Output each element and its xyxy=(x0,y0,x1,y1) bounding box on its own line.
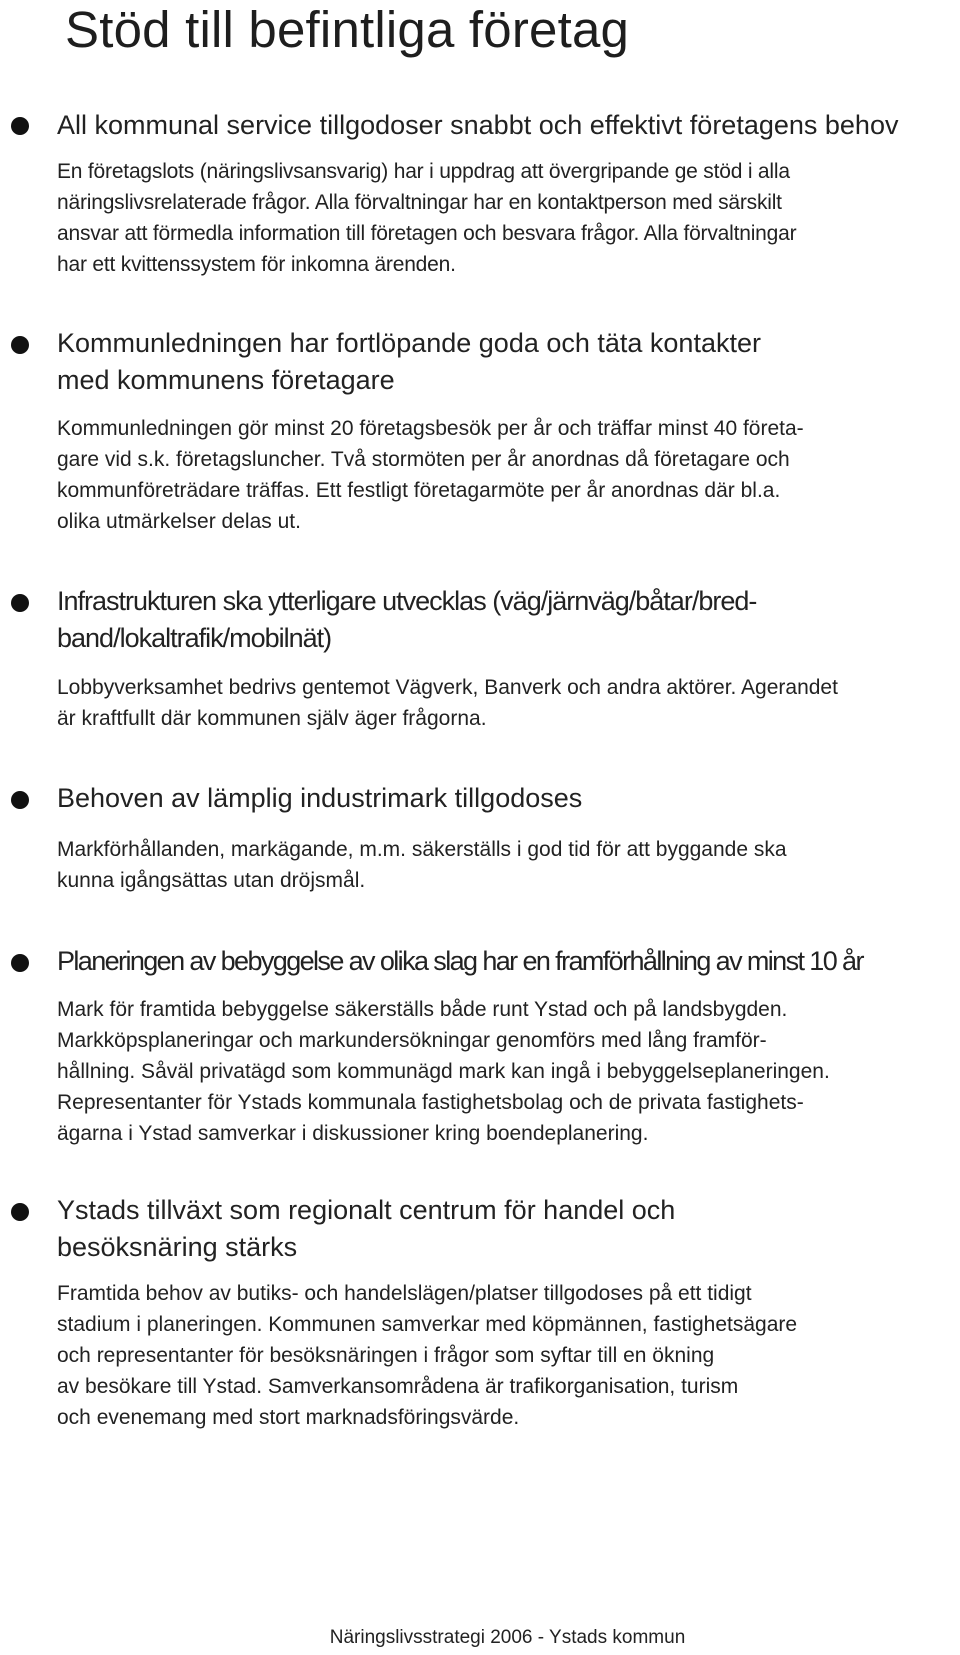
body-line: gare vid s.k. företagsluncher. Två stormöten per år anordnas då företagare och xyxy=(57,448,790,471)
body-line: hållning. Såväl privatägd som kommunägd mark kan ingå i bebyggelseplaneringen. xyxy=(57,1060,830,1083)
section-heading xyxy=(57,780,937,817)
heading-line: Ystads tillväxt som regionalt centrum för handel och xyxy=(57,1195,676,1225)
body-line: är kraftfullt där kommunen själv äger frågorna. xyxy=(57,707,487,730)
section-body xyxy=(57,1278,917,1433)
heading-line: besöksnäring stärks xyxy=(57,1232,298,1262)
bullet-icon xyxy=(11,117,29,135)
body-line: ansvar att förmedla information till företagen och besvara frågor. Alla förvaltningar xyxy=(57,222,797,245)
page-title: Stöd till befintliga företag xyxy=(65,1,630,58)
body-line: och representanter för besöksnäringen i frågor som syftar till en ökning xyxy=(57,1344,715,1367)
body-line: Lobbyverksamhet bedrivs gentemot Vägverk, Banverk och andra aktörer. Agerandet xyxy=(57,676,838,699)
section-body xyxy=(57,834,917,896)
body-line: kunna igångsättas utan dröjsmål. xyxy=(57,869,366,892)
bullet-icon xyxy=(11,594,29,612)
heading-line: band/lokaltrafik/mobilnät) xyxy=(57,623,332,653)
page-footer: Näringslivsstrategi 2006 - Ystads kommun xyxy=(329,1627,686,1648)
body-line: av besökare till Ystad. Samverkansområdena är trafikorganisation, turism xyxy=(57,1375,739,1398)
heading-line: Behoven av lämplig industrimark tillgodoses xyxy=(57,783,583,813)
section-heading xyxy=(57,107,937,144)
section-heading xyxy=(57,1192,937,1266)
body-line: Representanter för Ystads kommunala fastighetsbolag och de privata fastighets- xyxy=(57,1091,804,1114)
body-line: Markförhållanden, markägande, m.m. säkerställs i god tid för att byggande ska xyxy=(57,838,787,861)
section-body xyxy=(57,156,917,280)
body-line: Framtida behov av butiks- och handelslägen/platser tillgodoses på ett tidigt xyxy=(57,1282,752,1305)
body-line: stadium i planeringen. Kommunen samverkar med köpmännen, fastighetsägare xyxy=(57,1313,798,1336)
heading-line: All kommunal service tillgodoser snabbt och effektivt företagens behov xyxy=(57,110,899,140)
body-line: näringslivsrelaterade frågor. Alla förvaltningar har en kontaktperson med särskilt xyxy=(57,191,782,214)
body-line: och evenemang med stort marknadsföringsvärde. xyxy=(57,1406,520,1429)
body-line: har ett kvittenssystem för inkomna ärenden. xyxy=(57,253,456,276)
body-line: En företagslots (näringslivsansvarig) har i uppdrag att övergripande ge stöd i alla xyxy=(57,160,790,183)
body-line: ägarna i Ystad samverkar i diskussioner kring boendeplanering. xyxy=(57,1122,649,1145)
section-body xyxy=(57,994,917,1149)
section-heading xyxy=(57,583,937,657)
section-body xyxy=(57,672,917,734)
section-heading xyxy=(57,943,937,980)
heading-line: med kommunens företagare xyxy=(57,365,395,395)
heading-line: Planeringen av bebyggelse av olika slag har en framförhållning av minst 10 år xyxy=(57,946,863,976)
bullet-icon xyxy=(11,791,29,809)
body-line: kommunföreträdare träffas. Ett festligt företagarmöte per år anordnas där bl.a. xyxy=(57,479,781,502)
bullet-icon xyxy=(11,954,29,972)
body-line: Mark för framtida bebyggelse säkerställs både runt Ystad och på landsbygden. xyxy=(57,998,788,1021)
heading-line: Kommunledningen har fortlöpande goda och täta kontakter xyxy=(57,328,761,358)
body-line: olika utmärkelser delas ut. xyxy=(57,510,301,533)
section-body xyxy=(57,413,917,537)
bullet-icon xyxy=(11,336,29,354)
heading-line: Infrastrukturen ska ytterligare utvecklas (väg/järnväg/båtar/bred- xyxy=(57,586,757,616)
body-line: Kommunledningen gör minst 20 företagsbesök per år och träffar minst 40 företa- xyxy=(57,417,804,440)
bullet-icon xyxy=(11,1203,29,1221)
body-line: Markköpsplaneringar och markundersökningar genomförs med lång framför- xyxy=(57,1029,767,1052)
section-heading xyxy=(57,325,937,399)
